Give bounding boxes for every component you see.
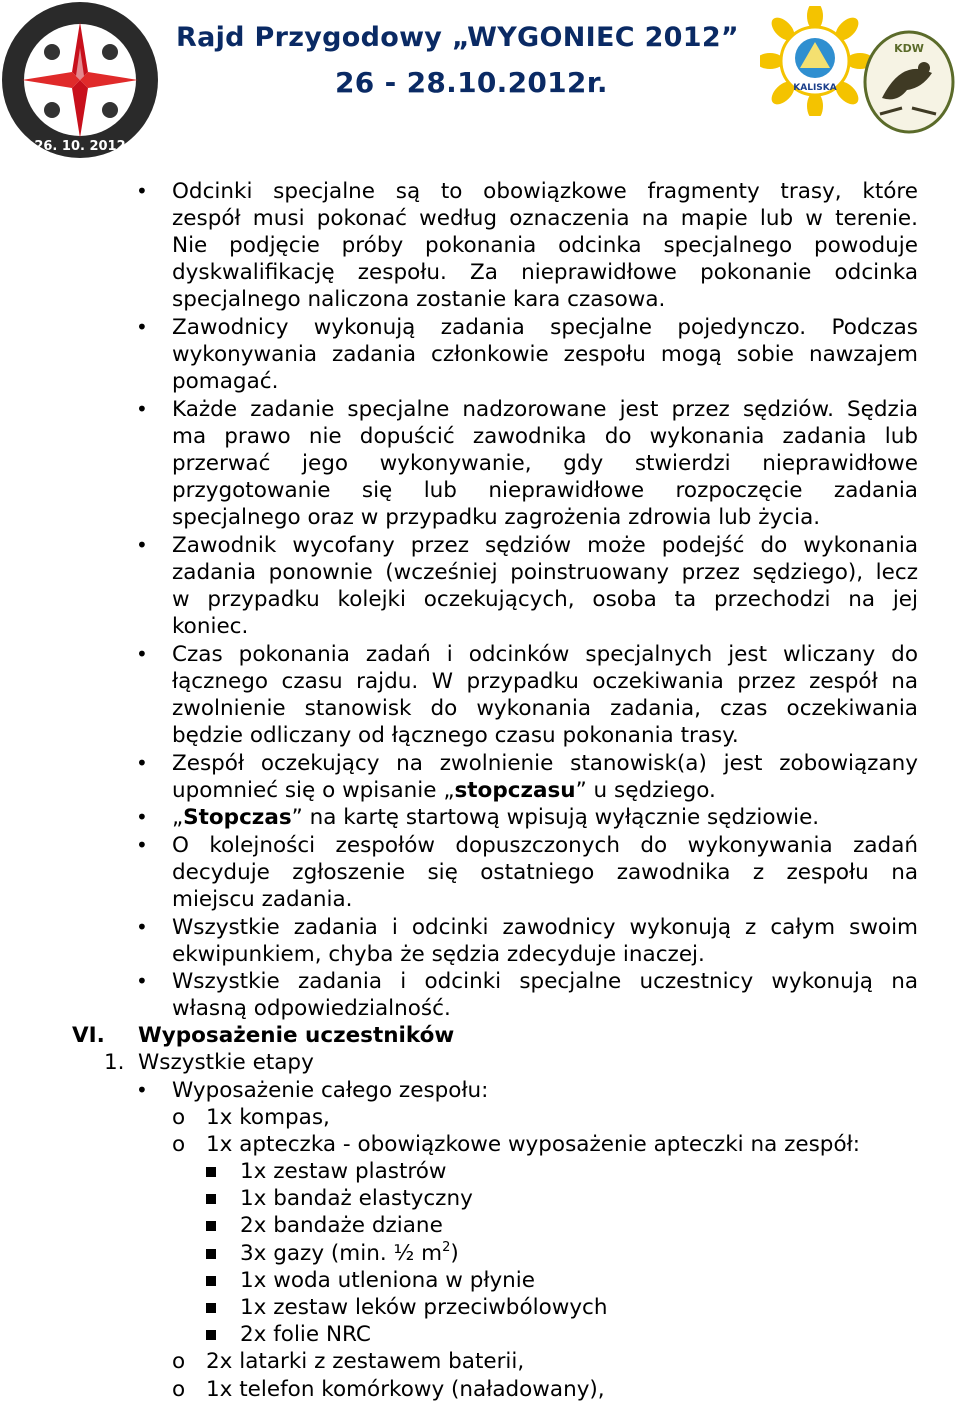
bullet-icon: •: [136, 833, 148, 857]
first-aid-item: 2x bandaże dziane: [240, 1213, 443, 1238]
bullet-icon: •: [136, 915, 148, 939]
equipment-item: 2x latarki z zestawem baterii,: [206, 1349, 525, 1374]
equipment-item: 1x telefon komórkowy (naładowany),: [206, 1377, 605, 1402]
rule-line: ekwipunkiem, chyba że sędzia zdecyduje inaczej.: [172, 942, 705, 967]
circle-bullet-icon: o: [172, 1377, 186, 1402]
subsection-title: Wszystkie etapy: [138, 1050, 314, 1075]
rule-line: przygotowanie się lub nieprawidłowe rozpoczęcie zadania: [172, 478, 918, 503]
first-aid-item-text: 3x gazy (min. ½ m: [240, 1241, 443, 1266]
first-aid-item: 1x woda utleniona w płynie: [240, 1268, 536, 1293]
first-aid-item: 1x zestaw leków przeciwbólowych: [240, 1295, 608, 1320]
rule-line: zespół musi pokonać według oznaczenia na mapie lub w terenie.: [172, 206, 918, 231]
square-bullet-icon: [206, 1194, 216, 1204]
rule-line: Czas pokonania zadań i odcinków specjalnych jest wliczany do: [172, 642, 918, 667]
square-bullet-icon: [206, 1167, 216, 1177]
rule-line: zwolnienie stanowisk do wykonania zadania, czas oczekiwania: [172, 696, 918, 721]
superscript: 2: [442, 1240, 451, 1255]
equipment-item: 1x kompas,: [206, 1105, 330, 1130]
square-bullet-icon: [206, 1276, 216, 1286]
section-title: Wyposażenie uczestników: [138, 1023, 455, 1048]
first-aid-item: 2x folie NRC: [240, 1322, 371, 1347]
compass-rose-logo-icon: [0, 0, 160, 160]
circle-bullet-icon: o: [172, 1105, 186, 1130]
rule-text: upomnieć się o wpisanie „: [172, 778, 455, 803]
rule-text: „: [172, 805, 184, 830]
rule-line: przerwać jego wykonywanie, gdy stwierdzi nieprawidłowe: [172, 451, 918, 476]
square-bullet-icon: [206, 1330, 216, 1340]
rule-line: decyduje zgłoszenie się ostatniego zawodnika z zespołu na: [172, 860, 918, 885]
subsection-number: 1.: [104, 1050, 125, 1075]
rally-dates: 26 - 28.10.2012r.: [335, 66, 608, 99]
square-bullet-icon: [206, 1303, 216, 1313]
bullet-icon: •: [136, 969, 148, 993]
first-aid-item: 1x zestaw plastrów: [240, 1159, 447, 1184]
bullet-icon: •: [136, 533, 148, 557]
rule-line: Wszystkie zadania i odcinki zawodnicy wykonują z całym swoim: [172, 915, 918, 940]
square-bullet-icon: [206, 1221, 216, 1231]
rule-line: [172, 777, 918, 804]
stopczas-term: Stopczas: [183, 805, 292, 830]
bullet-icon: •: [136, 751, 148, 775]
rule-line: własną odpowiedzialność.: [172, 996, 451, 1021]
rally-title: Rajd Przygodowy „WYGONIEC 2012”: [176, 22, 739, 53]
bullet-icon: •: [136, 1078, 148, 1102]
first-aid-item-text: ): [450, 1241, 459, 1266]
bullet-icon: •: [136, 397, 148, 421]
rule-line: O kolejności zespołów dopuszczonych do wykonywania zadań: [172, 833, 918, 858]
kdw-club-logo-icon: [862, 28, 956, 136]
rule-line: Zawodnicy wykonują zadania specjalne pojedynczo. Podczas: [172, 315, 918, 340]
rule-line: zadania ponownie (wcześniej poinstruowany przez sędziego), lecz: [172, 560, 918, 585]
rule-line: Nie podjęcie próby pokonania odcinka specjalnego powoduje: [172, 233, 918, 258]
rule-line: dyskwalifikację zespołu. Za nieprawidłowe pokonanie odcinka: [172, 260, 918, 285]
rule-line: wykonywania zadania członkowie zespołu mogą sobie nawzajem: [172, 342, 918, 367]
bullet-icon: •: [136, 642, 148, 666]
rule-line: miejscu zadania.: [172, 887, 353, 912]
circle-bullet-icon: o: [172, 1132, 186, 1157]
rule-line: pomagać.: [172, 369, 279, 394]
equipment-heading: Wyposażenie całego zespołu:: [172, 1078, 489, 1103]
rule-line: ma prawo nie dopuścić zawodnika do wykonania zadania lub: [172, 424, 918, 449]
equipment-item: 1x apteczka - obowiązkowe wyposażenie apteczki na zespół:: [206, 1132, 860, 1157]
bullet-icon: •: [136, 179, 148, 203]
first-aid-item: [240, 1240, 840, 1267]
stopczas-term: stopczasu: [454, 778, 576, 803]
rule-line: koniec.: [172, 614, 249, 639]
rule-line: Wszystkie zadania i odcinki specjalne uczestnicy wykonują na: [172, 969, 918, 994]
rule-line: Odcinki specjalne są to obowiązkowe fragmenty trasy, które: [172, 179, 918, 204]
bullet-icon: •: [136, 805, 148, 829]
svg-text:KALISKA: KALISKA: [793, 83, 837, 93]
rule-line: [172, 804, 918, 831]
rule-line: Każde zadanie specjalne nadzorowane jest przez sędziów. Sędzia: [172, 397, 918, 422]
svg-text:KDW: KDW: [894, 42, 924, 55]
first-aid-item: 1x bandaż elastyczny: [240, 1186, 473, 1211]
rule-line: specjalnego oraz w przypadku zagrożenia zdrowia lub życia.: [172, 505, 821, 530]
square-bullet-icon: [206, 1249, 216, 1259]
bullet-icon: •: [136, 315, 148, 339]
rule-line: będzie odliczany od łącznego czasu pokonania trasy.: [172, 723, 739, 748]
rule-line: specjalnego naliczona zostanie kara czasowa.: [172, 287, 666, 312]
rule-text: ” u sędziego.: [575, 778, 716, 803]
section-number: VI.: [72, 1023, 105, 1048]
rule-line: Zespół oczekujący na zwolnienie stanowisk(a) jest zobowiązany: [172, 751, 918, 776]
page-header: [0, 0, 960, 160]
sun-association-logo-icon: [760, 6, 870, 116]
rule-line: Zawodnik wycofany przez sędziów może podejść do wykonania: [172, 533, 918, 558]
svg-text:26. 10. 2012: 26. 10. 2012: [34, 139, 126, 154]
rule-line: w przypadku kolejki oczekujących, osoba ta przechodzi na jej: [172, 587, 918, 612]
circle-bullet-icon: o: [172, 1349, 186, 1374]
rule-text: ” na kartę startową wpisują wyłącznie sędziowie.: [291, 805, 820, 830]
rule-line: łącznego czasu rajdu. W przypadku oczekiwania przez zespół na: [172, 669, 918, 694]
